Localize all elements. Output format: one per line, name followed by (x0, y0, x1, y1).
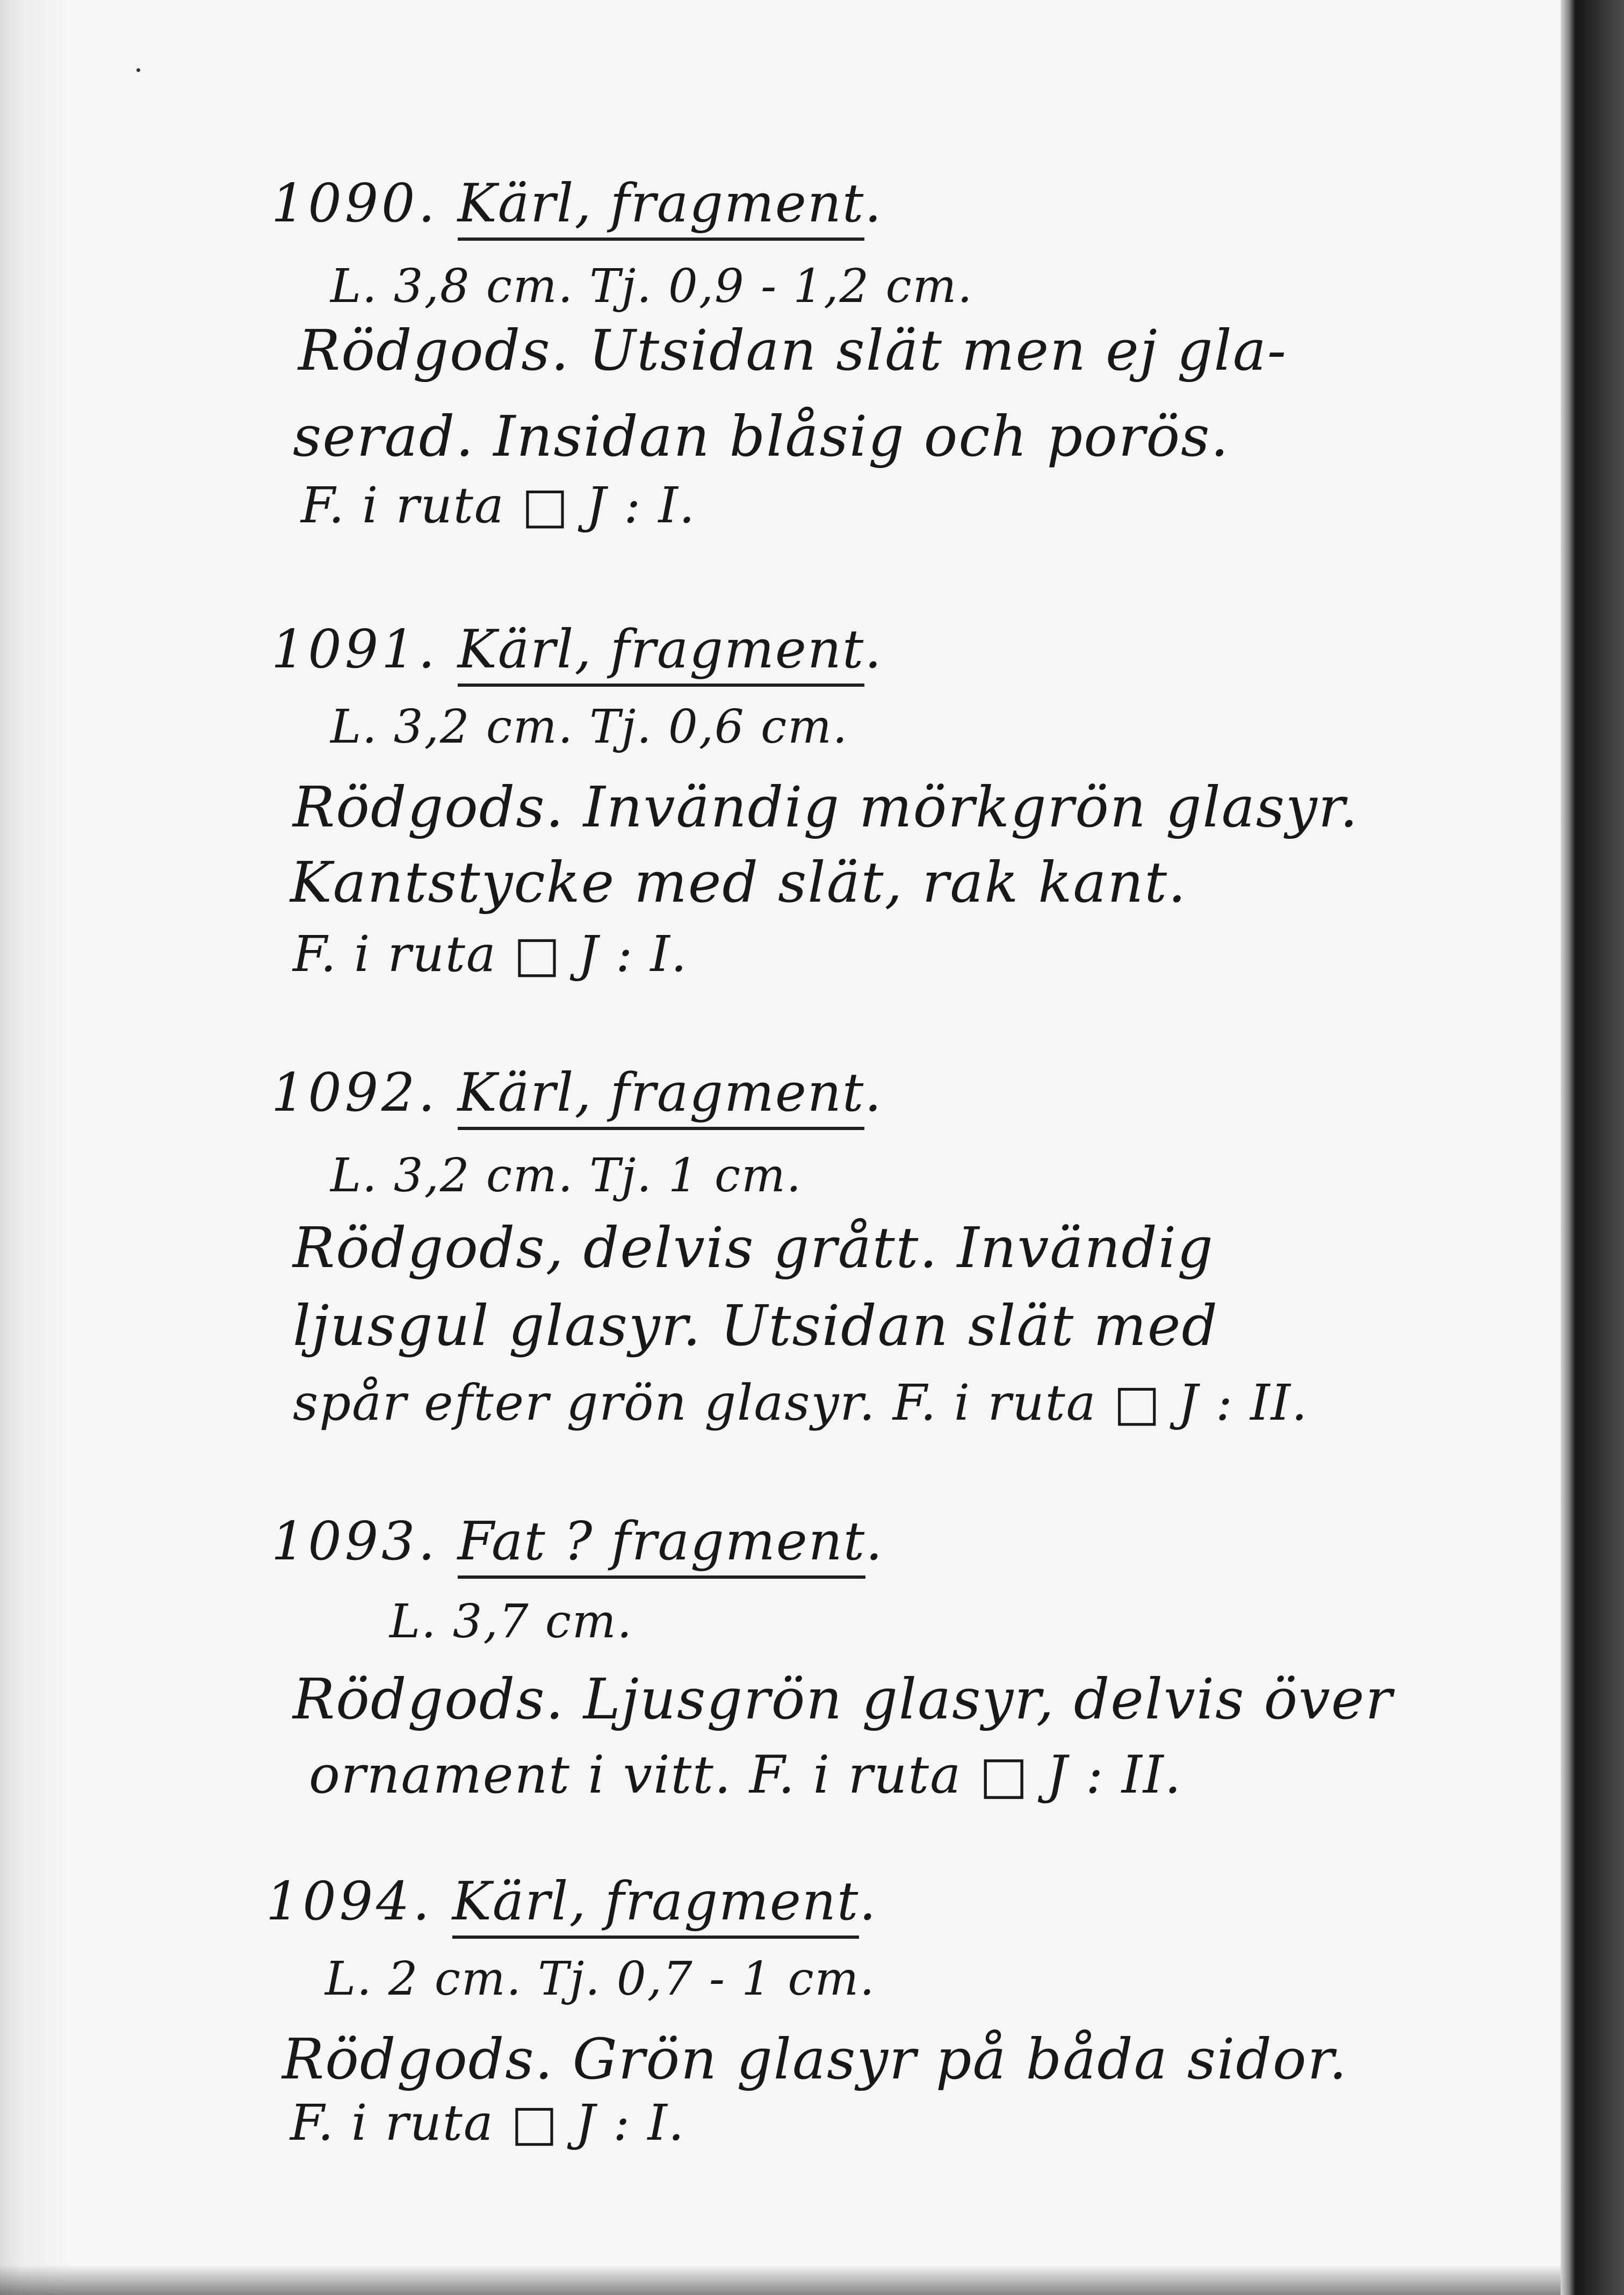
entry-number: 1094. (266, 1871, 433, 1932)
book-spine-shadow (1561, 0, 1624, 2295)
entry-description-line: ornament i vitt. F. i ruta □ J : II. (309, 1745, 1182, 1805)
title-period: . (864, 1062, 883, 1124)
entry-description-line: Rödgods. Utsidan slät men ej gla- (298, 318, 1287, 383)
entry-heading (271, 1062, 883, 1124)
page-bottom-shadow (0, 2265, 1561, 2295)
entry-title: Kärl, fragment (458, 619, 865, 687)
entry-title: Fat ? fragment (458, 1511, 866, 1579)
title-period: . (864, 619, 883, 680)
entry-number: 1090. (271, 173, 438, 234)
entry-measurements: L. 3,2 cm. Tj. 1 cm. (330, 1149, 803, 1203)
entry-description-line: Rödgods. Ljusgrön glasyr, delvis över (293, 1666, 1394, 1732)
entry-find-location: F. i ruta □ J : I. (301, 477, 696, 534)
entry-title: Kärl, fragment (452, 1871, 860, 1939)
entry-description-line: Rödgods, delvis grått. Invändig (293, 1215, 1214, 1280)
title-period: . (859, 1871, 877, 1932)
entry-description-line: spår efter grön glasyr. F. i ruta □ J : II. (293, 1374, 1309, 1431)
entry-title: Kärl, fragment (458, 1062, 865, 1130)
entry-measurements: L. 3,7 cm. (389, 1595, 633, 1649)
entry-measurements: L. 3,8 cm. Tj. 0,9 - 1,2 cm. (330, 260, 973, 313)
entry-heading (266, 1871, 877, 1932)
entry-description-line: serad. Insidan blåsig och porös. (293, 404, 1230, 469)
entry-find-location: F. i ruta □ J : I. (290, 2094, 685, 2152)
entry-description-line: Kantstycke med slät, rak kant. (290, 850, 1187, 915)
stray-mark (136, 68, 140, 72)
entry-heading (271, 619, 883, 680)
title-period: . (865, 1511, 884, 1572)
entry-number: 1092. (271, 1062, 438, 1124)
entry-description-line: Rödgods. Invändig mörkgrön glasyr. (293, 774, 1359, 840)
entry-number: 1093. (271, 1511, 438, 1572)
entry-heading (271, 173, 883, 234)
entry-number: 1091. (271, 619, 438, 680)
title-period: . (864, 173, 883, 234)
entry-measurements: L. 3,2 cm. Tj. 0,6 cm. (330, 700, 849, 754)
page-edge (0, 0, 70, 2295)
entry-measurements: L. 2 cm. Tj. 0,7 - 1 cm. (325, 1952, 876, 2006)
entry-title: Kärl, fragment (458, 173, 865, 241)
entry-heading (271, 1511, 884, 1572)
entry-find-location: F. i ruta □ J : I. (293, 925, 688, 983)
entry-description-line: ljusgul glasyr. Utsidan slät med (293, 1293, 1219, 1358)
entry-description-line: Rödgods. Grön glasyr på båda sidor. (282, 2026, 1348, 2092)
